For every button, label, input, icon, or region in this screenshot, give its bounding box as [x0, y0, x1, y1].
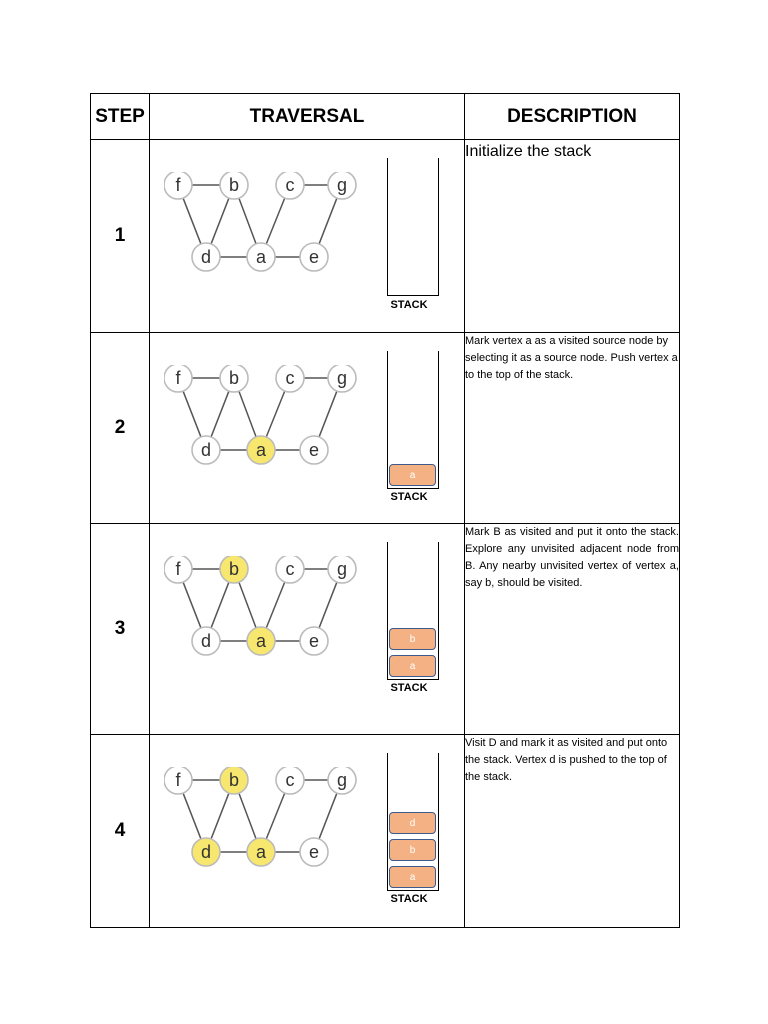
stack-label: STACK [390, 682, 428, 694]
step-number: 4 [91, 735, 150, 928]
traversal-cell [150, 524, 465, 735]
header-traversal: TRAVERSAL [150, 94, 465, 140]
node-label: g [336, 368, 348, 388]
edge-b-d [211, 198, 229, 244]
stack-label: STACK [390, 491, 428, 503]
node-label: c [285, 368, 295, 388]
graph-diagram [164, 767, 364, 895]
node-label: a [255, 631, 267, 651]
description-cell [465, 140, 680, 333]
node-a [247, 243, 275, 271]
edge-b-a [239, 793, 256, 839]
traversal-cell [150, 735, 465, 928]
graph-diagram [164, 365, 364, 493]
step-number: 2 [91, 333, 150, 524]
node-d [192, 243, 220, 271]
edge-b-d [211, 391, 229, 437]
graph-diagram [164, 556, 364, 684]
node-label: a [255, 247, 267, 267]
graph-diagram [164, 172, 364, 300]
step-row [91, 333, 680, 524]
edge-g-e [319, 582, 337, 628]
node-label: d [200, 440, 212, 460]
stack-item-b: b [389, 839, 436, 861]
edge-g-e [319, 391, 337, 437]
step-row [91, 735, 680, 928]
edge-c-a [266, 198, 285, 244]
node-label: b [228, 175, 240, 195]
node-label: e [308, 842, 320, 862]
node-label: d [200, 842, 212, 862]
stack-label: STACK [390, 299, 428, 311]
node-label: e [308, 631, 320, 651]
node-g [328, 767, 356, 794]
edge-b-d [211, 793, 229, 839]
node-label: f [175, 368, 181, 388]
node-c [276, 172, 304, 199]
node-b [220, 556, 248, 583]
dfs-steps-table [90, 93, 680, 928]
node-label: b [228, 770, 240, 790]
node-label: f [175, 175, 181, 195]
node-label: e [308, 247, 320, 267]
stack-container [387, 158, 439, 296]
edge-f-d [183, 391, 201, 437]
node-e [300, 436, 328, 464]
node-c [276, 365, 304, 392]
edge-g-e [319, 198, 337, 244]
node-g [328, 172, 356, 199]
node-g [328, 365, 356, 392]
step-row [91, 524, 680, 735]
node-c [276, 556, 304, 583]
step-row [91, 140, 680, 333]
edge-c-a [266, 582, 285, 628]
node-label: d [200, 247, 212, 267]
step-number: 1 [91, 140, 150, 333]
traversal-cell [150, 140, 465, 333]
node-label: a [255, 440, 267, 460]
stack-container [387, 753, 439, 891]
node-label: d [200, 631, 212, 651]
node-d [192, 436, 220, 464]
edge-b-a [239, 391, 256, 437]
node-label: f [175, 559, 181, 579]
node-b [220, 767, 248, 794]
node-label: b [228, 368, 240, 388]
edge-f-d [183, 793, 201, 839]
node-a [247, 838, 275, 866]
node-d [192, 838, 220, 866]
node-a [247, 436, 275, 464]
edge-c-a [266, 793, 285, 839]
node-f [164, 365, 192, 392]
node-f [164, 556, 192, 583]
node-e [300, 838, 328, 866]
description-cell [465, 524, 680, 735]
node-f [164, 172, 192, 199]
stack-item-b: b [389, 628, 436, 650]
node-label: a [255, 842, 267, 862]
description-text: Mark B as visited and put it onto the stack. Explore any unvisited adjacent node from B. Any nearby unvisited vertex of vertex a, say b, should be visited. [465, 526, 679, 589]
stack-item-a: a [389, 464, 436, 486]
stack-label: STACK [390, 893, 428, 905]
node-b [220, 365, 248, 392]
node-c [276, 767, 304, 794]
edge-b-a [239, 582, 256, 628]
description-cell [465, 735, 680, 928]
step-number: 3 [91, 524, 150, 735]
node-a [247, 627, 275, 655]
stack-item-a: a [389, 866, 436, 888]
description-text: Initialize the stack [465, 143, 592, 160]
node-label: c [285, 770, 295, 790]
edge-g-e [319, 793, 337, 839]
edge-b-d [211, 582, 229, 628]
header-step: STEP [91, 94, 150, 140]
header-row [91, 94, 680, 140]
node-label: f [175, 770, 181, 790]
stack-container [387, 351, 439, 489]
traversal-cell [150, 333, 465, 524]
description-cell [465, 333, 680, 524]
node-b [220, 172, 248, 199]
description-text: Mark vertex a as a visited source node by selecting it as a source node. Push vertex a to the top of the stack. [465, 335, 678, 381]
edge-f-d [183, 198, 201, 244]
node-e [300, 627, 328, 655]
stack-container [387, 542, 439, 680]
node-g [328, 556, 356, 583]
node-label: c [285, 559, 295, 579]
edge-b-a [239, 198, 256, 244]
header-description: DESCRIPTION [465, 94, 680, 140]
description-text: Visit D and mark it as visited and put onto the stack. Vertex d is pushed to the top of the stack. [465, 737, 668, 783]
stack-item-d: d [389, 812, 436, 834]
node-label: e [308, 440, 320, 460]
edge-c-a [266, 391, 285, 437]
node-label: g [336, 770, 348, 790]
node-label: g [336, 175, 348, 195]
stack-item-a: a [389, 655, 436, 677]
node-d [192, 627, 220, 655]
node-label: b [228, 559, 240, 579]
node-f [164, 767, 192, 794]
node-label: g [336, 559, 348, 579]
edge-f-d [183, 582, 201, 628]
node-e [300, 243, 328, 271]
node-label: c [285, 175, 295, 195]
